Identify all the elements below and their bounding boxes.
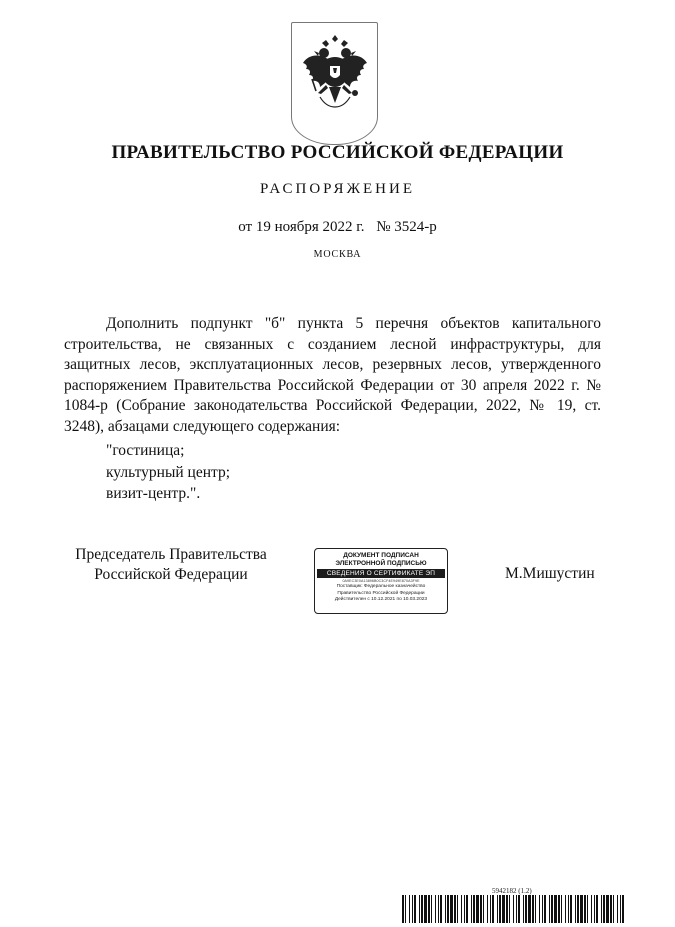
signer-title-line: Председатель Правительства [75, 546, 267, 563]
signer-title [60, 545, 282, 585]
esig-line: ДОКУМЕНТ ПОДПИСАН [343, 552, 419, 559]
coat-of-arms-emblem [291, 22, 378, 145]
double-headed-eagle-icon [300, 33, 370, 123]
document-date: от 19 ноября 2022 г. [238, 219, 365, 235]
electronic-signature-stamp [314, 548, 448, 614]
barcode-number: 5942182 (1.2) [492, 887, 532, 895]
quote-line: культурный центр; [106, 463, 231, 481]
document-city: МОСКВА [313, 249, 362, 260]
government-title: ПРАВИТЕЛЬСТВО РОССИЙСКОЙ ФЕДЕРАЦИИ [111, 142, 564, 163]
quote-line: визит-центр.". [106, 485, 201, 502]
signer-title-line: Российской Федерации [94, 566, 248, 583]
esig-line: ЭЛЕКТРОННОЙ ПОДПИСЬЮ [335, 560, 427, 567]
esig-validity: Действителен с 10.12.2021 по 10.03.2023 [334, 597, 428, 602]
esig-holder: Правительство Российской Федерации [337, 590, 425, 596]
esig-certificate-bar: СВЕДЕНИЯ О СЕРТИФИКАТЕ ЭП [317, 569, 445, 578]
document-number: № 3524-р [376, 219, 437, 235]
document-type: РАСПОРЯЖЕНИЕ [259, 181, 415, 197]
quoted-items [106, 440, 230, 505]
document-date-line [0, 219, 675, 236]
esig-issuer: Поставщик: Федеральное казначейство [336, 584, 426, 589]
body-paragraph: Дополнить подпункт "б" пункта 5 перечня объектов капитального строительства, не связанных с созданием лесной инфраструктуры, для защитных лесов, эксплуатационных лесов, резервных лесов, утвержденного распоряжением Правительства Российской Федерации от 30 апреля 2022 г. № 1084-р (Собрание законодательства Российской Федерации, 2022, № 19, ст. 3248), абзацами следующего содержания: [64, 315, 601, 435]
barcode-icon [402, 895, 628, 923]
quote-line: "гостиница; [106, 442, 185, 459]
signer-name: М.Мишустин [505, 565, 595, 582]
esig-serial: 0A9EC3E0A13896B0C3CF4E949E870A3F9E [342, 579, 420, 583]
